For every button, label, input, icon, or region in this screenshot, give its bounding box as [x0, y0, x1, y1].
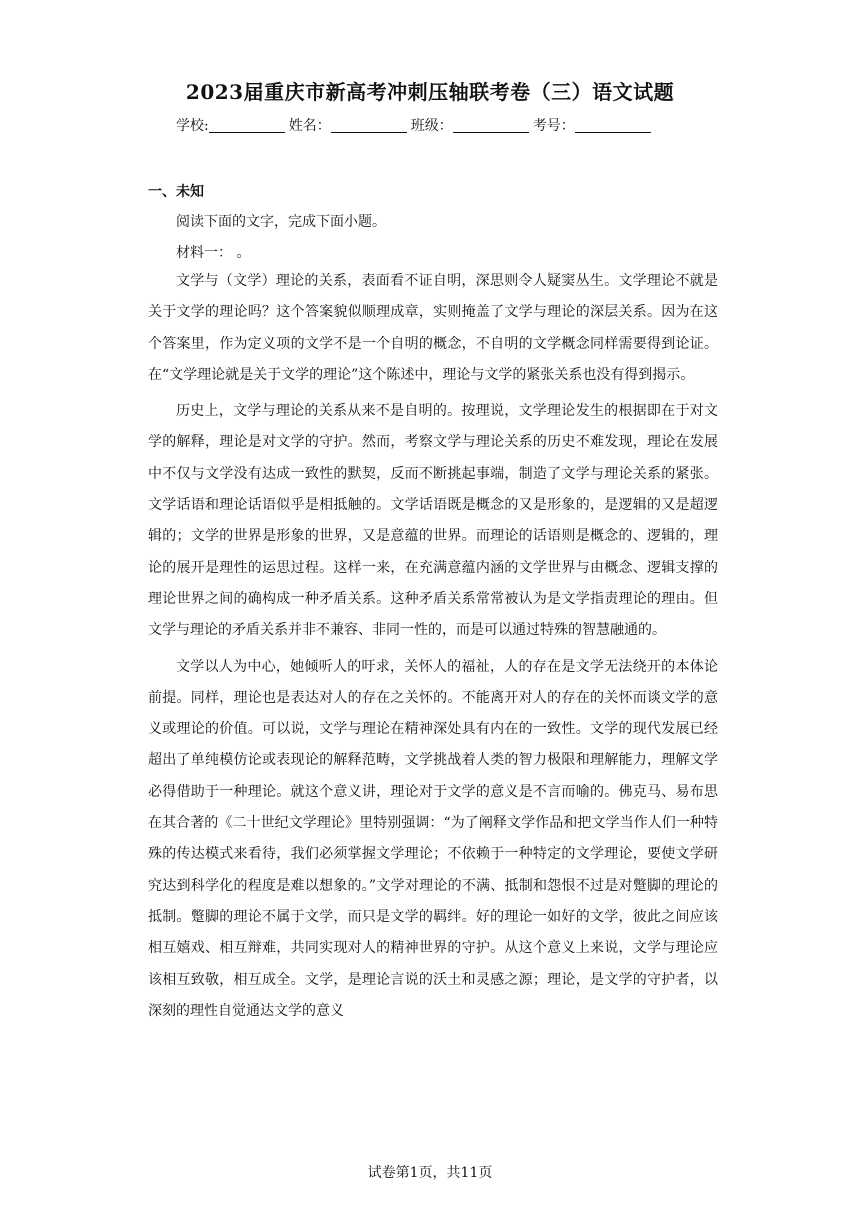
school-blank [209, 118, 285, 133]
class-label: 班级： [410, 118, 453, 134]
name-blank [331, 118, 407, 133]
exam-number-label: 考号： [532, 118, 575, 134]
page-title: 2023届重庆市新高考冲刺压轴联考卷（三）语文试题 [185, 80, 675, 104]
material-label: 材料一： 。 [176, 245, 251, 261]
paragraph-1: 文学与（文学）理论的关系，表面看不证自明，深思则令人疑窦丛生。文学理论不就是关于文学的理论吗？这个答案貌似顺理成章，实则掩盖了文学与理论的深层关系。因为在这个答案里，作为定义项的文学不是一个自明的概念，不自明的文学概念同样需要得到论证。在“文学理论就是关于文学的理论”这个陈述中，理论与文学的紧张关系也没有得到揭示。 [148, 273, 718, 383]
paragraph-3: 文学以人为中心，她倾听人的吁求，关怀人的福祉，人的存在是文学无法绕开的本体论前提。同样，理论也是表达对人的存在之关怀的。不能离开对人的存在的关怀而谈文学的意义或理论的价值。可以说，文学与理论在精神深处具有内在的一致性。文学的现代发展已经超出了单纯模仿论或表现论的解释范畴，文学挑战着人类的智力极限和理解能力，理解文学必得借助于一种理论。就这个意义讲，理论对于文学的意义是不言而喻的。佛克马、易布思在其合著的《二十世纪文学理论》里特别强调：“为了阐释文学作品和把文学当作人们一种特殊的传达模式来看待，我们必须掌握文学理论；不依赖于一种特定的文学理论，要使文学研究达到科学化的程度是难以想象的。”文学对理论的不满、抵制和怨恨不过是对蹩脚的理论的抵制。蹩脚的理论不属于文学，而只是文学的羁绊。好的理论一如好的文学，彼此之间应该相互嬉戏、相互辩难，共同实现对人的精神世界的守护。从这个意义上来说，文学与理论应该相互致敬，相互成全。文学，是理论言说的沃土和灵感之源；理论，是文学的守护者，以深刻的理性自觉通达文学的意义 [148, 658, 718, 1019]
section-heading: 一、未知 [148, 184, 204, 200]
student-info-row [176, 115, 655, 135]
name-label: 姓名： [288, 118, 331, 134]
instruction-text: 阅读下面的文字，完成下面小题。 [176, 214, 386, 230]
paragraph-2: 历史上，文学与理论的关系从来不是自明的。按理说，文学理论发生的根据即在于对文学的解释，理论是对文学的守护。然而，考察文学与理论关系的历史不难发现，理论在发展中不仅与文学没有达成一致性的默契，反而不断挑起事端，制造了文学与理论关系的紧张。文学话语和理论话语似乎是相抵触的。文学话语既是概念的又是形象的，是逻辑的又是超逻辑的；文学的世界是形象的世界，又是意蕴的世界。而理论的话语则是概念的、逻辑的，理论的展开是理性的运思过程。这样一来，在充满意蕴内涵的文学世界与由概念、逻辑支撑的理论世界之间的确构成一种矛盾关系。这种矛盾关系常常被认为是文学指责理论的理由。但文学与理论的矛盾关系并非不兼容、非同一性的，而是可以通过特殊的智慧融通的。 [148, 403, 718, 639]
school-label: 学校: [176, 118, 209, 134]
class-blank [453, 118, 529, 133]
passage-body [148, 266, 718, 1032]
exam-number-blank [575, 118, 651, 133]
page-footer: 试卷第1页，共11页 [367, 1165, 493, 1181]
